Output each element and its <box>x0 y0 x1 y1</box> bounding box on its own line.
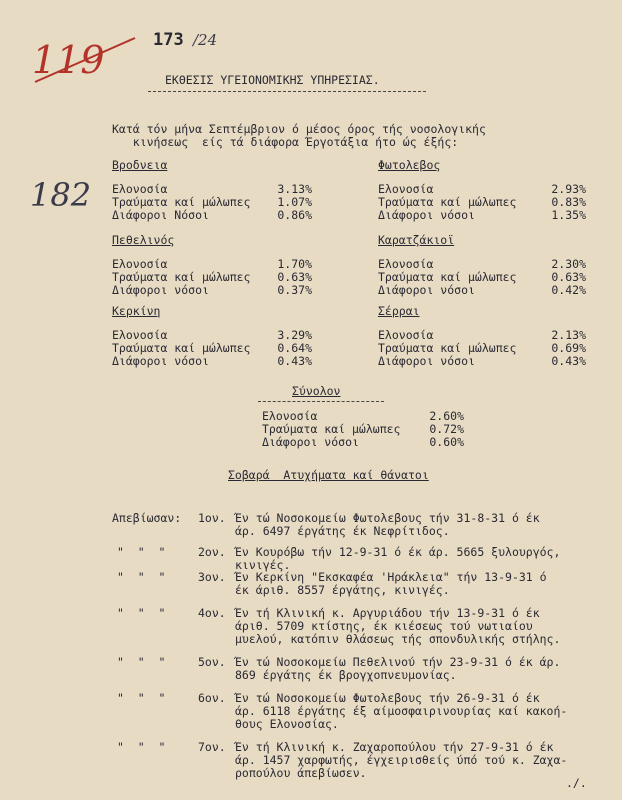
stat-label: Ελονοσία <box>112 182 168 196</box>
entry-text-line: θους Ελονοσίας. <box>235 717 339 731</box>
ditto-marks: " " " <box>117 606 166 620</box>
intro-line-2: κινήσεως είς τά διάφορα Έργοτάξια ήτο ώς έξής: <box>112 135 459 149</box>
entry-ordinal: 5ον. <box>198 655 226 669</box>
handwritten-folio-number: 119 <box>32 38 105 82</box>
entry-ordinal: 2ον. <box>198 545 226 559</box>
entry-text-line: Έν Κουρόβω τήν 12-9-31 ό έκ άρ. 5665 ξυλουργός, <box>235 545 561 559</box>
entry-text-line: άρ. 6497 έργάτης έκ Νεφρίτιδος. <box>235 524 450 538</box>
document-title: ΕΚΘΕΣΙΣ ΥΓΕΙΟΝΟΜΙΚΗΣ ΥΠΗΡΕΣΙΑΣ. <box>165 73 380 87</box>
entry-ordinal: 4ον. <box>198 606 226 620</box>
total-label: Διάφοροι νόσοι <box>262 435 359 449</box>
stat-label: Διάφοροι νόσοι <box>112 283 209 297</box>
stat-label: Τραύματα καί μώλωπες <box>378 270 517 284</box>
intro-line-1: Κατά τόν μήνα Σεπτέμβριον ό μέσος όρος τής νοσολογικής <box>112 122 486 136</box>
total-heading: Σύνολον <box>292 384 341 398</box>
total-value: 0.72% <box>429 422 464 436</box>
entry-ordinal: 6ον. <box>198 691 226 705</box>
stat-value: 2.93% <box>551 182 586 196</box>
stat-value: 1.07% <box>277 195 312 209</box>
stat-label: Ελονοσία <box>378 182 434 196</box>
stat-value: 0.63% <box>551 270 586 284</box>
stat-value: 0.83% <box>551 195 586 209</box>
entry-text-line: Έν τώ Νοσοκομείω Φωτολεβους τήν 31-8-31 ό έκ <box>235 511 540 525</box>
workshop-name: Πεθελινός <box>112 233 175 247</box>
title-underline <box>148 91 426 92</box>
entry-ordinal: 1ον. <box>198 511 226 525</box>
ditto-marks: " " " <box>117 570 166 584</box>
stat-value: 0.69% <box>551 341 586 355</box>
stat-label: Ελονοσία <box>378 328 434 342</box>
stat-label: Τραύματα καί μώλωπες <box>378 341 517 355</box>
entry-ordinal: 3ον. <box>198 570 226 584</box>
stat-label: Διάφοροι νόσοι <box>378 208 475 222</box>
handwritten-margin-number: 182 <box>30 176 92 214</box>
entry-text-line: άριθ. 5709 κτίστης, έκ κιέσεως τού νωτιαίου <box>235 619 533 633</box>
workshop-name: Σέρραι <box>378 304 420 318</box>
red-pen-strike <box>30 30 140 90</box>
ditto-marks: " " " <box>117 655 166 669</box>
total-underline <box>258 401 384 402</box>
stat-value: 0.37% <box>277 283 312 297</box>
accidents-heading: Σοβαρά Ατυχήματα καί θάνατοι <box>228 468 429 482</box>
stat-value: 2.13% <box>551 328 586 342</box>
stat-label: Διάφοροι νόσοι <box>112 354 209 368</box>
entry-text-line: μυελού, κατόπιν θλάσεως τής σπονδυλικής στήλης. <box>235 632 561 646</box>
entry-text-line: ροπούλου άπεβίωσεν. <box>235 766 367 780</box>
entry-text-line: Έν τή Κλινική κ. Αργυριάδου τήν 13-9-31 ό έκ <box>235 606 540 620</box>
stat-label: Τραύματα καί μώλωπες <box>112 270 251 284</box>
stat-label: Ελονοσία <box>378 257 434 271</box>
stat-label: Ελονοσία <box>112 257 168 271</box>
stat-value: 3.13% <box>277 182 312 196</box>
ditto-marks: " " " <box>117 691 166 705</box>
stat-value: 0.43% <box>551 354 586 368</box>
entry-text-line: Έν Κερκίνη "Εκσκαφέα 'Ηράκλεια" τήν 13-9-31 ό <box>235 570 547 584</box>
stat-label: Διάφοροι Νόσοι <box>112 208 209 222</box>
stat-label: Διάφοροι νόσοι <box>378 283 475 297</box>
entry-text-line: Έν τώ Νοσοκομείω Φωτολεβους τήν 26-9-31 ό έκ <box>235 691 540 705</box>
entry-text-line: άρ. 1457 χαρφωτής, έγχειρισθείς ύπό τού κ. Ζαχα- <box>235 753 568 767</box>
entry-ordinal: 7ον. <box>198 740 226 754</box>
entry-text-line: κινιγές. <box>235 558 291 572</box>
ditto-marks: " " " <box>117 545 166 559</box>
total-label: Τραύματα καί μώλωπες <box>262 422 401 436</box>
entry-text-line: άρ. 6118 έργάτης έξ αίμοσφαιρινουρίας καί κακοή- <box>235 704 568 718</box>
stat-value: 2.30% <box>551 257 586 271</box>
workshop-name: Βροδνεια <box>112 158 168 172</box>
accidents-died-label: Απεβίωσαν: <box>112 511 182 525</box>
stat-label: Τραύματα καί μώλωπες <box>378 195 517 209</box>
entry-text-line: έκ άριθ. 8557 έργάτης, κινιγές. <box>235 583 450 597</box>
stat-value: 1.70% <box>277 257 312 271</box>
stat-value: 0.86% <box>277 208 312 222</box>
total-value: 0.60% <box>429 435 464 449</box>
stat-value: 0.43% <box>277 354 312 368</box>
stat-label: Τραύματα καί μώλωπες <box>112 195 251 209</box>
stat-label: Ελονοσία <box>112 328 168 342</box>
workshop-name: Κερκίνη <box>112 304 161 318</box>
stat-label: Διάφοροι νόσοι <box>378 354 475 368</box>
total-value: 2.60% <box>429 409 464 423</box>
workshop-name: Φωτολεβος <box>378 158 441 172</box>
stat-label: Τραύματα καί μώλωπες <box>112 341 251 355</box>
page-stamp-suffix: /24 <box>193 31 218 49</box>
entry-text-line: Έν τώ Νοσοκομείω Πεθελινού τήν 23-9-31 ό έκ άρ. <box>235 655 561 669</box>
ditto-marks: " " " <box>117 740 166 754</box>
workshop-name: Καρατζάκιοϊ <box>378 233 455 247</box>
entry-text-line: 869 έργάτης έκ βρογχοπνευμονίας. <box>235 668 457 682</box>
continuation-mark: ./. <box>566 776 587 790</box>
stat-value: 1.35% <box>551 208 586 222</box>
page-stamp-number: 173 <box>153 30 184 50</box>
entry-text-line: Έν τή Κλινική κ. Ζαχαροπούλου τήν 27-9-31 ό έκ <box>235 740 554 754</box>
stat-value: 0.63% <box>277 270 312 284</box>
stat-value: 3.29% <box>277 328 312 342</box>
stat-value: 0.42% <box>551 283 586 297</box>
total-label: Ελονοσία <box>262 409 318 423</box>
stat-value: 0.64% <box>277 341 312 355</box>
